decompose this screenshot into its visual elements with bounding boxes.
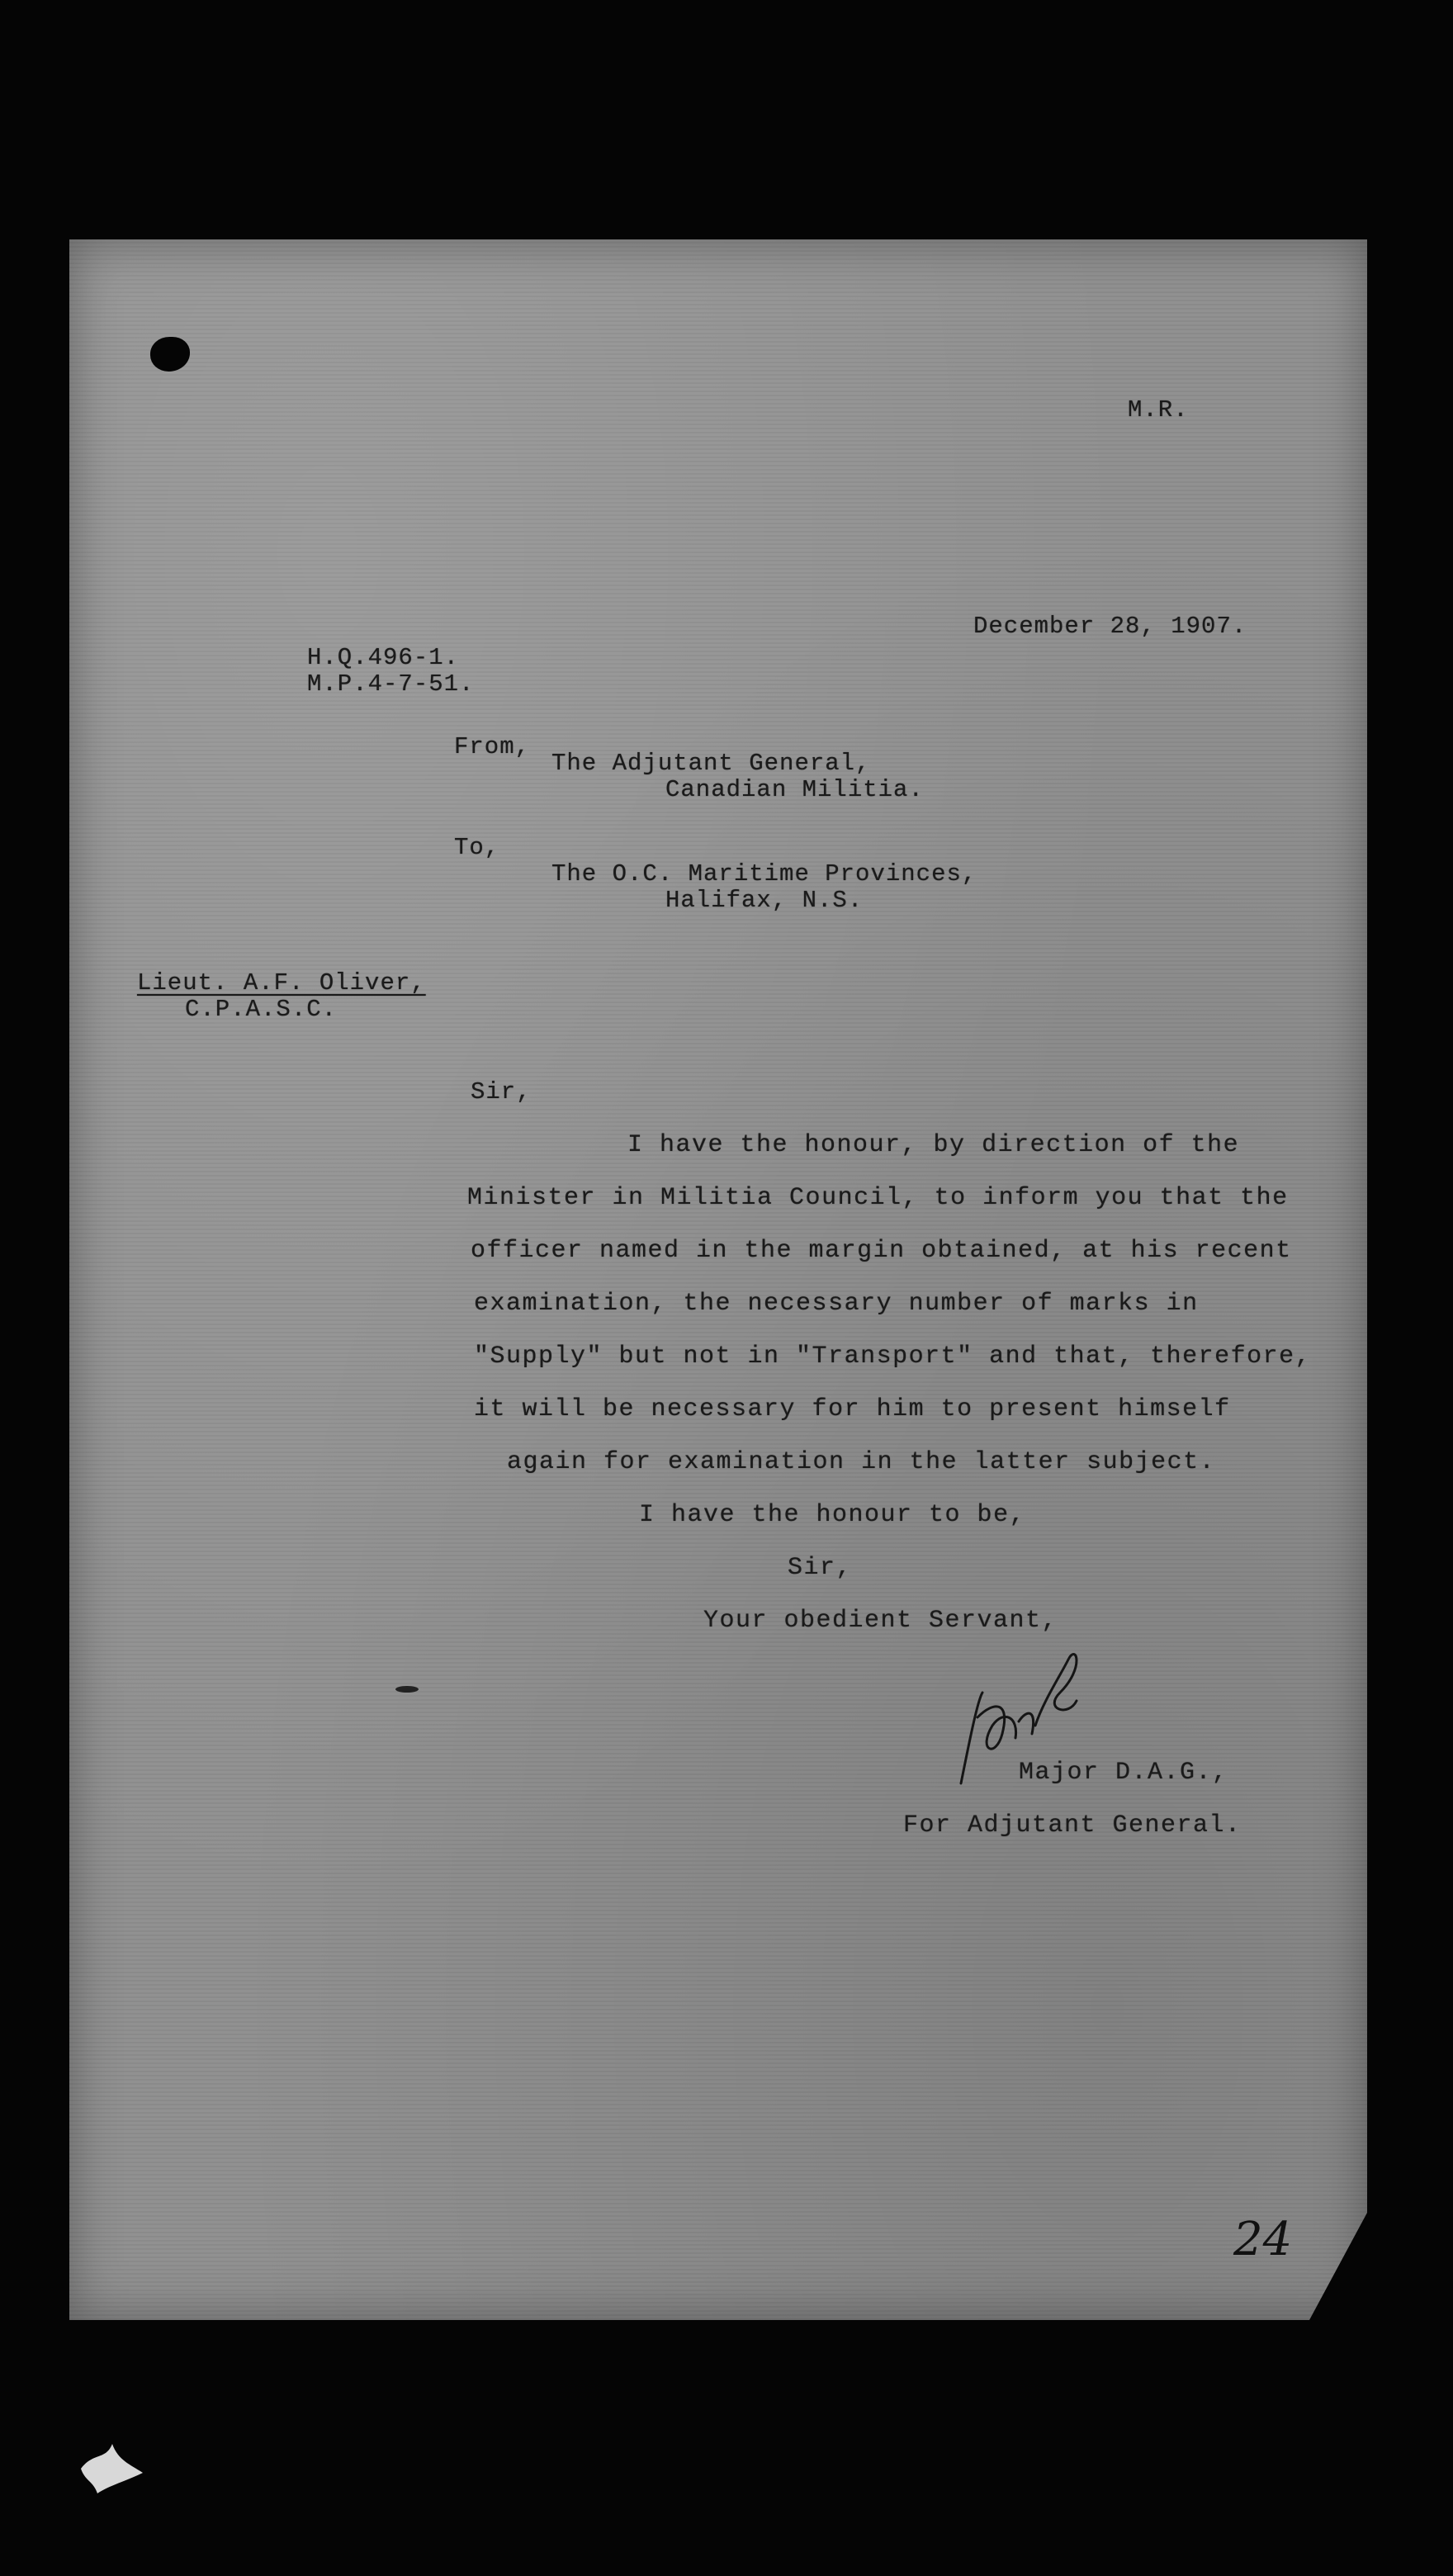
torn-corner (1309, 2213, 1367, 2320)
signatory-for: For Adjutant General. (903, 1811, 1242, 1840)
signatory-title: Major D.A.G., (1019, 1759, 1228, 1787)
letter-date: December 28, 1907. (973, 613, 1247, 640)
to-label: To, (454, 834, 500, 861)
body-line-2: Minister in Militia Council, to inform you that the (467, 1184, 1289, 1212)
body-line-7: again for examination in the latter subject. (507, 1448, 1216, 1476)
closing-line-3: Your obedient Servant, (703, 1607, 1058, 1635)
margin-officer-unit: C.P.A.S.C. (185, 996, 338, 1023)
closing-line-2: Sir, (788, 1554, 853, 1582)
from-line-1: The Adjutant General, (551, 750, 871, 777)
from-line-2: Canadian Militia. (665, 776, 924, 803)
margin-officer-name: Lieut. A.F. Oliver, (137, 969, 426, 997)
body-line-5: "Supply" but not in "Transport" and that, therefore, (474, 1342, 1312, 1371)
punch-hole (150, 337, 190, 372)
body-line-1: I have the honour, by direction of the (627, 1131, 1240, 1159)
body-line-3: officer named in the margin obtained, at his recent (471, 1237, 1292, 1265)
file-mark: M.R. (1128, 396, 1189, 424)
from-label: From, (454, 733, 531, 760)
scan-artifact (73, 2436, 155, 2502)
body-line-6: it will be necessary for him to present himself (474, 1395, 1231, 1423)
to-line-2: Halifax, N.S. (665, 887, 864, 914)
reference-hq: H.Q.496-1. (307, 644, 460, 671)
to-line-1: The O.C. Maritime Provinces, (551, 860, 977, 888)
page-number: 24 (1233, 2213, 1293, 2266)
reference-mp: M.P.4-7-51. (307, 670, 475, 698)
letter-page (69, 239, 1367, 2320)
closing-line-1: I have the honour to be, (639, 1501, 1026, 1529)
salutation: Sir, (471, 1078, 532, 1106)
body-line-4: examination, the necessary number of marks in (474, 1290, 1199, 1318)
ink-smudge (395, 1686, 419, 1693)
